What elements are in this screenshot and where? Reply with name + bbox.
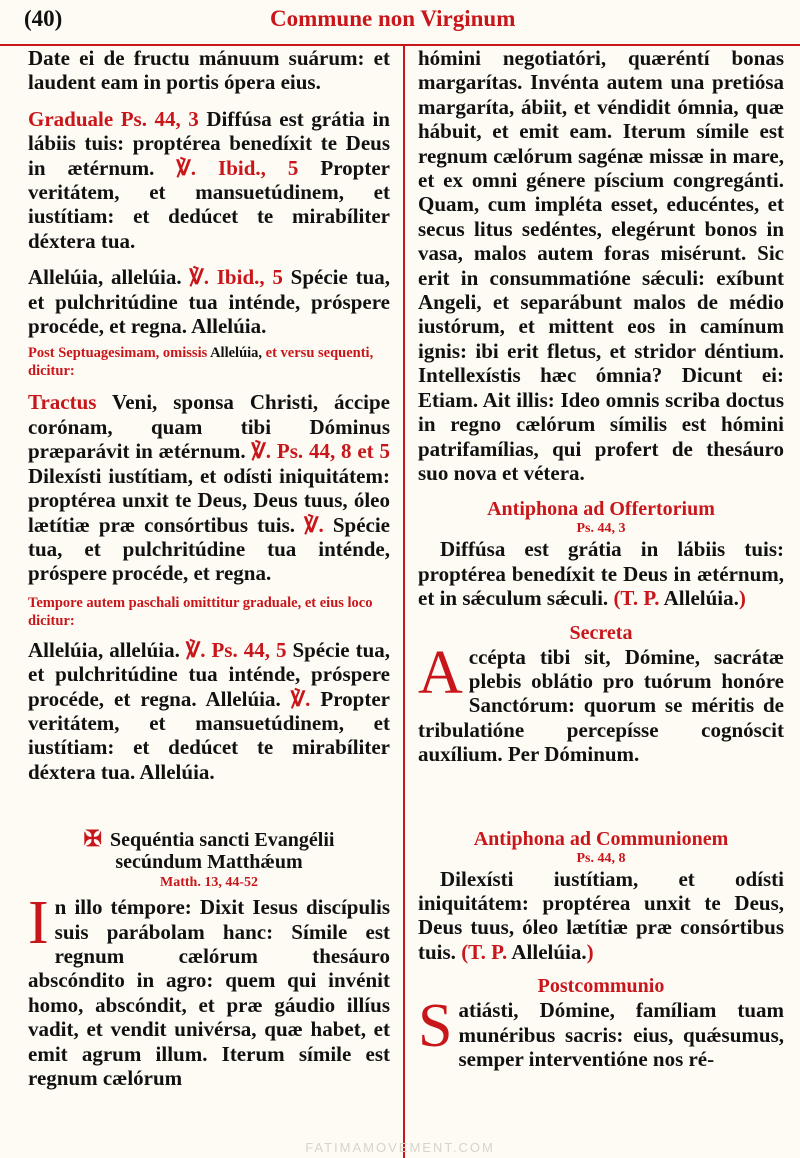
graduale [28,107,390,253]
gospel-title-line: Sequéntia sancti Evangélii [109,829,335,852]
offertory-body: Diffúsa est grátia in lábiis tuis: proptérea benedíxit te Deus in ætérnum, et in sǽculum sǽculi. [418,537,784,611]
alleluia-versicle: ℣. [290,686,311,711]
graduale-versicle: ℣. Ibid., 5 [176,155,299,180]
alleluia [28,265,390,338]
tractus-versicle-text: Dilexísti iustítiam, et odísti iniquitátem: proptérea unxit te Deus, Deus tuus, óleo lætítiæ præ consórtibus tuis. [28,463,390,537]
dropcap: A [418,638,463,707]
right-column [418,46,784,1071]
tractus-versicle: ℣. [304,512,324,537]
gospel-body: n illo témpore: Dixit Iesus discípulis suis parábolam hanc: Símile est regnum cælórum thesáuro abscóndito in agro: quem qui invénit homo, abscóndit, et præ gáudio illíus vadit, et vendit univérsa, quæ habet, et emit agrum illum. Iterum símile est regnum cælórum [28,895,390,1090]
tractus-label: Tractus [28,390,97,415]
communion-text [418,867,784,965]
graduale-label: Graduale Ps. 44, 3 [28,106,199,131]
secret-heading: Secreta [569,621,633,644]
alleluia-versicle-text: Spécie tua, et pulchritúdine tua inténde, próspere procéde, et regna. Allelúia. [28,637,391,711]
communion-body: Dilexísti iustítiam, et odísti iniquitátem: proptérea unxit te Deus, Deus tuus, óleo lætítiæ præ consórtibus tuis. [418,866,784,964]
graduale-versicle-text: Propter veritátem, et mansuetúdinem, et iustítiam: et dedúcet te mirabíliter déxtera tua. [28,155,390,253]
alleluia-versicle: ℣. Ibid., 5 [189,265,283,290]
alleluia-versicle-text: Spécie tua, et pulchritúdine tua inténde, próspere procéde, et regna. Allelúia. [28,265,390,339]
tp-marker: (T. P. [461,939,508,964]
graduale-text: Diffúsa est grátia in lábiis tuis: proptérea benedíxit te Deus in ætérnum. [28,106,390,180]
secret-text [418,638,784,767]
tp-close: ) [738,586,746,611]
gospel-reference: Matth. 13, 44-52 [160,875,258,891]
communion-heading: Antiphona ad Communionem [473,827,729,850]
gospel-title-line: secúndum Matthǽum [115,851,303,874]
tp-close: ) [586,939,594,964]
rubric-part: et versu sequenti, dicitur: [28,345,374,380]
alleluia-paschal [28,638,390,784]
offertory-heading: Antiphona ad Offertorium [487,498,715,521]
rubric-black: Allelúia, [210,345,263,362]
cross-icon: ✠ [83,826,102,852]
rubric-paschal: Tempore autem paschali omittitur graduale, et eius loco dicitur: [28,594,373,629]
tractus-versicle: ℣. Ps. 44, 8 et 5 [251,439,391,464]
alleluia-text: Allelúia, allelúia. [28,637,180,662]
tp-alleluia: Allelúia. [663,586,739,611]
tp-alleluia: Allelúia. [511,939,587,964]
tractus [28,390,390,585]
tractus-text: Veni, sponsa Christi, áccipe corónam, quam tibi Dóminus præparávit in ætérnum. [28,390,390,464]
gospel-continuation: hómini negotiatóri, quæréntí bonas margarítas. Invénta autem una pretiósa margaríta, ábiit, et véndidit ómnia, quæ hábuit, et emit eam. Iterum símile est regnum cælórum sagénæ missæ in mare, et ex omni génere píscium congregánti. Quam, cum impléta esset, educéntes, et secus litus sedéntes, elegérunt bonos in vasa, malos autem foras misérunt. Sic erit in consummatióne sǽculi: exíbunt Angeli, et separábunt malos de médio iustórum, et mittent eos in camínum ignis: ibi erit fletus, et stridor déntium. Intellexístis hæc ómnia? Dicunt ei: Etiam. Ait illis: Ideo omnis scriba doctus in regno cælórum símilis est hómini patrifamílias, qui profert de thesáuro suo nova et vétera. [418,46,784,485]
page-header [0,0,800,46]
postcommunion-body: atiásti, Dómine, famíliam tuam munéribus sacris: eius, quǽsumus, semper interventióne nos ré- [458,998,784,1071]
gospel-text [28,889,390,1090]
offertory-text [418,537,784,610]
column-divider [403,44,405,1158]
running-title: Commune non Virginum [270,6,516,31]
watermark: FATIMAMOVEMENT.COM [305,1140,495,1155]
postcommunion-heading: Postcommunio [537,975,665,998]
rubric-septuagesima [28,344,390,380]
dropcap: I [28,889,49,958]
epistle-continuation: Date ei de fructu mánuum suárum: et laudent eam in portis ópera eius. [28,46,390,95]
page-number: (40) [24,6,63,31]
dropcap: S [418,992,453,1061]
tractus-versicle-text: Spécie tua, et pulchritúdine tua inténde, próspere procéde, et regna. [28,512,390,586]
left-column [28,46,390,1090]
alleluia-text: Allelúia, allelúia. [28,265,182,290]
offertory-reference: Ps. 44, 3 [576,521,626,537]
secret-body: ccépta tibi sit, Dómine, sacrátæ plebis oblátio pro tuórum honóre Sanctórum: quorum se méritis de tribulatióne percepísse cognóscit auxílium. Per Dóminum. [418,644,784,767]
communion-reference: Ps. 44, 8 [576,850,626,866]
rubric-part: Post Septuagesimam, omissis [28,345,208,362]
gospel-title [28,828,390,873]
alleluia-versicle: ℣. Ps. 44, 5 [185,637,287,662]
alleluia-versicle-text: Propter veritátem, et mansuetúdinem, et iustítiam: et dedúcet te mirabíliter déxtera tua. Allelúia. [28,686,390,784]
postcommunion-text [418,992,784,1071]
tp-marker: (T. P. [613,586,660,611]
